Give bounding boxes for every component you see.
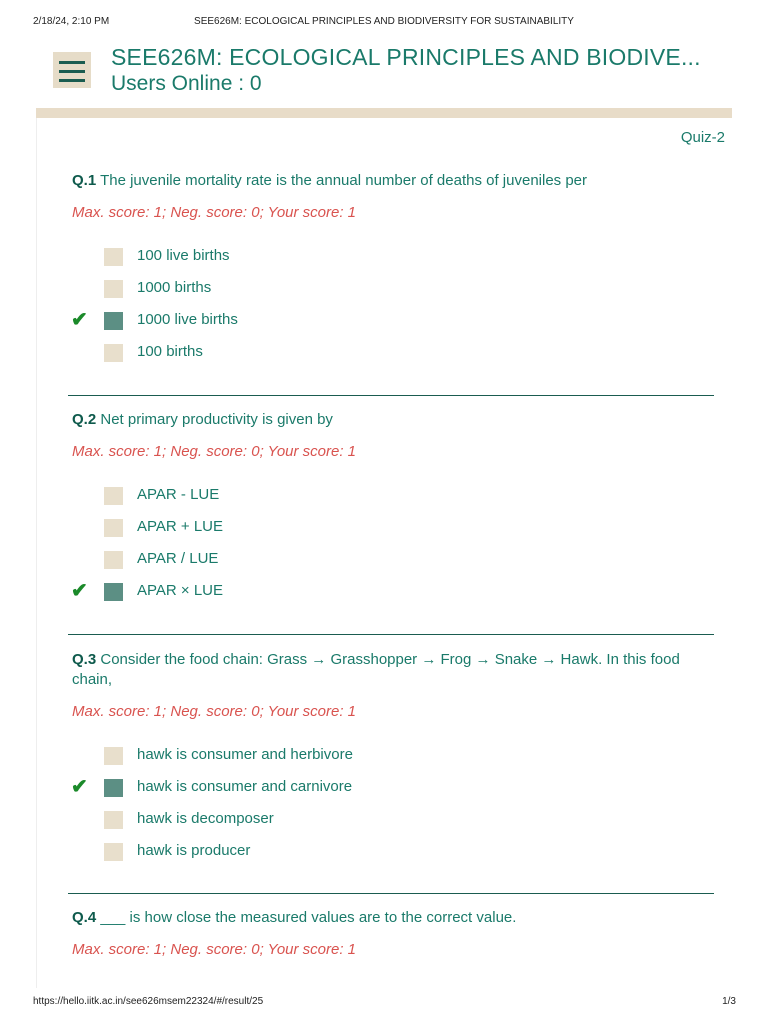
- option-list: [72, 740, 717, 868]
- option[interactable]: [72, 512, 717, 544]
- option[interactable]: [72, 337, 717, 369]
- quiz-label: Quiz-2: [680, 129, 725, 146]
- print-page-number: 1/3: [722, 996, 736, 1007]
- course-title: SEE626M: ECOLOGICAL PRINCIPLES AND BIODIVE...: [111, 44, 701, 70]
- option-list: [72, 241, 717, 369]
- menu-line: [59, 70, 85, 73]
- option-checkbox[interactable]: [104, 487, 123, 505]
- question-number: Q.3: [72, 651, 97, 668]
- option[interactable]: [72, 740, 717, 772]
- option-label: 100 live births: [137, 247, 230, 264]
- option[interactable]: [72, 480, 717, 512]
- check-icon: ✔: [71, 580, 88, 602]
- question-separator: [68, 893, 714, 894]
- option-label: APAR / LUE: [137, 550, 219, 567]
- option[interactable]: [72, 772, 717, 804]
- question-1: [72, 171, 717, 369]
- question-body: ___ is how close the measured values are to the correct value.: [96, 909, 517, 926]
- option-label: 100 births: [137, 343, 203, 360]
- question-text: [72, 410, 717, 430]
- option-label: hawk is consumer and herbivore: [137, 746, 353, 763]
- users-online: Users Online : 0: [111, 72, 262, 95]
- option-checkbox[interactable]: [104, 551, 123, 569]
- option-checkbox[interactable]: [104, 280, 123, 298]
- question-2: [72, 410, 717, 608]
- print-url: https://hello.iitk.ac.in/see626msem22324/#/result/25: [33, 996, 264, 1007]
- question-3: [72, 650, 717, 868]
- option[interactable]: [72, 836, 717, 868]
- option-label: APAR × LUE: [137, 582, 224, 599]
- option-checkbox[interactable]: [104, 312, 123, 330]
- question-number: Q.2: [72, 411, 97, 428]
- option[interactable]: [72, 305, 717, 337]
- check-icon: ✔: [71, 776, 88, 798]
- option-checkbox[interactable]: [104, 747, 123, 765]
- option-list: [72, 480, 717, 608]
- question-number: Q.1: [72, 172, 97, 189]
- question-body: Consider the food chain: Grass → Grasshopper → Frog → Snake → Hawk. In this food chain,: [72, 651, 680, 688]
- question-4: [72, 908, 717, 958]
- option-label: hawk is producer: [137, 842, 251, 859]
- check-icon: ✔: [71, 309, 88, 331]
- option-checkbox[interactable]: [104, 519, 123, 537]
- option-checkbox[interactable]: [104, 344, 123, 362]
- question-number: Q.4: [72, 909, 97, 926]
- hamburger-menu-icon[interactable]: [53, 52, 91, 88]
- option-label: APAR + LUE: [137, 518, 224, 535]
- option-checkbox[interactable]: [104, 248, 123, 266]
- option[interactable]: [72, 804, 717, 836]
- option-checkbox[interactable]: [104, 843, 123, 861]
- question-score: Max. score: 1; Neg. score: 0; Your score: 1: [72, 941, 357, 958]
- question-text: [72, 650, 717, 690]
- option[interactable]: [72, 241, 717, 273]
- question-body: Net primary productivity is given by: [96, 411, 333, 428]
- option-label: 1000 live births: [137, 311, 238, 328]
- print-datetime: 2/18/24, 2:10 PM: [33, 16, 110, 27]
- content-border: [36, 118, 37, 988]
- question-text: [72, 171, 717, 191]
- print-title: SEE626M: ECOLOGICAL PRINCIPLES AND BIODIVERSITY FOR SUSTAINABILITY: [194, 16, 574, 27]
- option-label: APAR - LUE: [137, 486, 220, 503]
- question-separator: [68, 634, 714, 635]
- question-score: Max. score: 1; Neg. score: 0; Your score: 1: [72, 703, 357, 720]
- option-checkbox[interactable]: [104, 779, 123, 797]
- header-divider: [36, 108, 732, 118]
- option-label: 1000 births: [137, 279, 212, 296]
- option-checkbox[interactable]: [104, 583, 123, 601]
- question-separator: [68, 395, 714, 396]
- option-label: hawk is decomposer: [137, 810, 274, 827]
- menu-line: [59, 79, 85, 82]
- option[interactable]: [72, 544, 717, 576]
- option-checkbox[interactable]: [104, 811, 123, 829]
- option[interactable]: [72, 273, 717, 305]
- question-text: [72, 908, 717, 928]
- question-score: Max. score: 1; Neg. score: 0; Your score: 1: [72, 443, 357, 460]
- menu-line: [59, 61, 85, 64]
- question-score: Max. score: 1; Neg. score: 0; Your score: 1: [72, 204, 357, 221]
- question-body: The juvenile mortality rate is the annual number of deaths of juveniles per: [96, 172, 588, 189]
- option[interactable]: [72, 576, 717, 608]
- option-label: hawk is consumer and carnivore: [137, 778, 353, 795]
